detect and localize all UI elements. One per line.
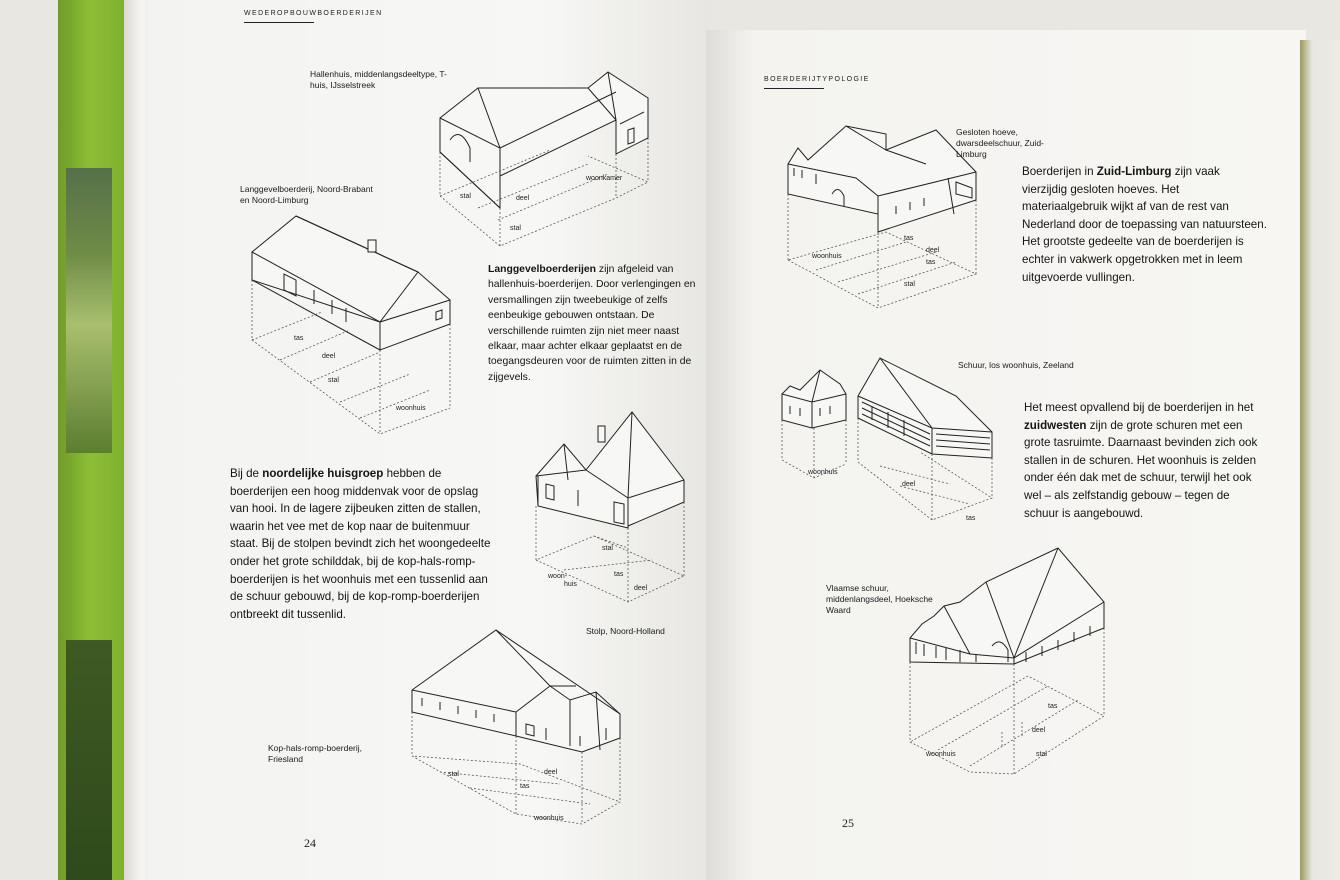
caption-kop-hals-romp: Kop-hals-romp-boerderij, Friesland xyxy=(268,743,363,764)
drawing-langgevel xyxy=(250,212,455,437)
plan-label: deel xyxy=(1032,727,1046,734)
drawing-schuur-zeeland xyxy=(780,354,995,524)
plan-label: deel xyxy=(926,247,940,254)
plan-label: stal xyxy=(448,771,459,778)
plan-label: woon- xyxy=(548,573,568,580)
running-head-rule xyxy=(764,88,824,89)
plan-label: deel xyxy=(516,195,530,202)
plan-label: stal xyxy=(328,377,339,384)
caption-schuur-zeeland: Schuur, los woonhuis, Zeeland xyxy=(958,360,1074,370)
cover-photo-landscape xyxy=(66,168,112,453)
plan-label: woonkamer xyxy=(586,175,623,182)
plan-label: stal xyxy=(1036,751,1047,758)
caption-langgevel: Langgevelboerderij, Noord-Brabant en Noord-Limburg xyxy=(240,184,373,205)
plan-label: stal xyxy=(460,193,471,200)
drawing-hallenhuis xyxy=(438,58,653,248)
plan-label: tas xyxy=(966,515,976,522)
running-head-right: BOERDERIJTYPOLOGIE xyxy=(764,76,870,83)
running-head-rule xyxy=(244,22,314,23)
caption-stolp: Stolp, Noord-Holland xyxy=(586,626,665,636)
paragraph-noordelijk xyxy=(230,465,492,623)
paragraph-text: zijn de grote schuren met een grote tasruimte. Daarnaast bevinden zich ook stallen in de schuren. Het woonhuis is zelden onder één dak met de schuur, terwijl het ook wel – als zelfstandig gebouw – tegen de schuur is aangebouwd. xyxy=(1024,418,1258,520)
paragraph-text: hebben de boerderijen een hoog middenvak voor de opslag van hooi. In de lagere zijbeuken zitten de stallen, waarin het vee met de kop naar de buitenmuur staat. Bij de stolpen bevindt zich het woongedeelte onder het grote schilddak, bij de kop-hals-romp-boerderijen is het woonhuis met een tussenlid aan de schuur gebouwd, bij de kop-romp-boerderijen ontbreekt dit tussenlid. xyxy=(230,467,491,621)
running-head-left: WEDEROPBOUWBOERDERIJEN xyxy=(244,10,383,17)
page-number-right: 25 xyxy=(842,816,854,830)
plan-label: tas xyxy=(926,259,936,266)
paragraph-zuidwesten xyxy=(1024,399,1264,522)
paragraph-text: zijn vaak vierzijdig gesloten hoeves. Het materiaalgebruik wijkt af van de rest van Nederland door de toepassing van natuursteen. Het grootste gedeelte van de boerderijen is echter in vakwerk opgetrokken met in leem uitgevoerde vullingen. xyxy=(1022,165,1267,284)
plan-label: stal xyxy=(904,281,915,288)
plan-label: woonhuis xyxy=(926,751,956,758)
plan-label: woonhuis xyxy=(396,405,426,412)
bold-term: zuidwesten xyxy=(1024,418,1087,432)
plan-label: stal xyxy=(602,545,613,552)
drawing-vlaamse-schuur xyxy=(908,546,1108,778)
paragraph-langgevel xyxy=(488,262,704,385)
caption-gesloten-hoeve: Gesloten hoeve, dwarsdeelschuur, Zuid-Limburg xyxy=(956,127,1044,159)
plan-label: woonhuis xyxy=(808,469,838,476)
plan-label: deel xyxy=(544,769,558,776)
paragraph-text: Het meest opvallend bij de boerderijen in het xyxy=(1024,401,1254,414)
bold-term: Zuid-Limburg xyxy=(1096,165,1172,178)
plan-label: tas xyxy=(904,235,914,242)
plan-label: woonhuis xyxy=(534,815,564,822)
caption-vlaamse-schuur: Vlaamse schuur, middenlangsdeel, Hoeksche Waard xyxy=(826,583,933,615)
plan-label: deel xyxy=(634,585,648,592)
paragraph-text: Bij de xyxy=(230,467,263,480)
bold-term: Langgevelboerderijen xyxy=(488,264,596,275)
plan-label: huis xyxy=(564,581,577,588)
cover-photo-dark xyxy=(66,640,112,880)
paragraph-text: zijn afgeleid van hallenhuis-boerderijen. Door verlengingen en versmallingen zijn tweebeukige of zelfs eenbeukige gebouwen ontstaan. De verschillende ruimten zijn niet meer naast elkaar, maar achter elkaar geplaatst en de toegangsdeuren voor de ruimten zitten in de zijgevels. xyxy=(488,264,696,383)
page-number-left: 24 xyxy=(304,836,316,850)
paragraph-text: Boerderijen in xyxy=(1022,165,1097,178)
drawing-stolp xyxy=(534,410,689,605)
plan-label: tas xyxy=(614,571,624,578)
plan-label: deel xyxy=(902,481,916,488)
plan-label: tas xyxy=(294,335,304,342)
bold-term: noordelijke huisgroep xyxy=(262,467,384,480)
plan-label: woonhuis xyxy=(812,253,842,260)
plan-label: deel xyxy=(322,353,336,360)
caption-hallenhuis: Hallenhuis, middenlangsdeeltype, T-huis, IJsselstreek xyxy=(310,69,447,90)
plan-label: tas xyxy=(520,783,530,790)
page-edge xyxy=(1300,40,1340,880)
drawing-kop-hals-romp xyxy=(410,628,625,828)
plan-label: tas xyxy=(1048,703,1058,710)
plan-label: stal xyxy=(510,225,521,232)
paragraph-zuid-limburg xyxy=(1022,163,1268,286)
